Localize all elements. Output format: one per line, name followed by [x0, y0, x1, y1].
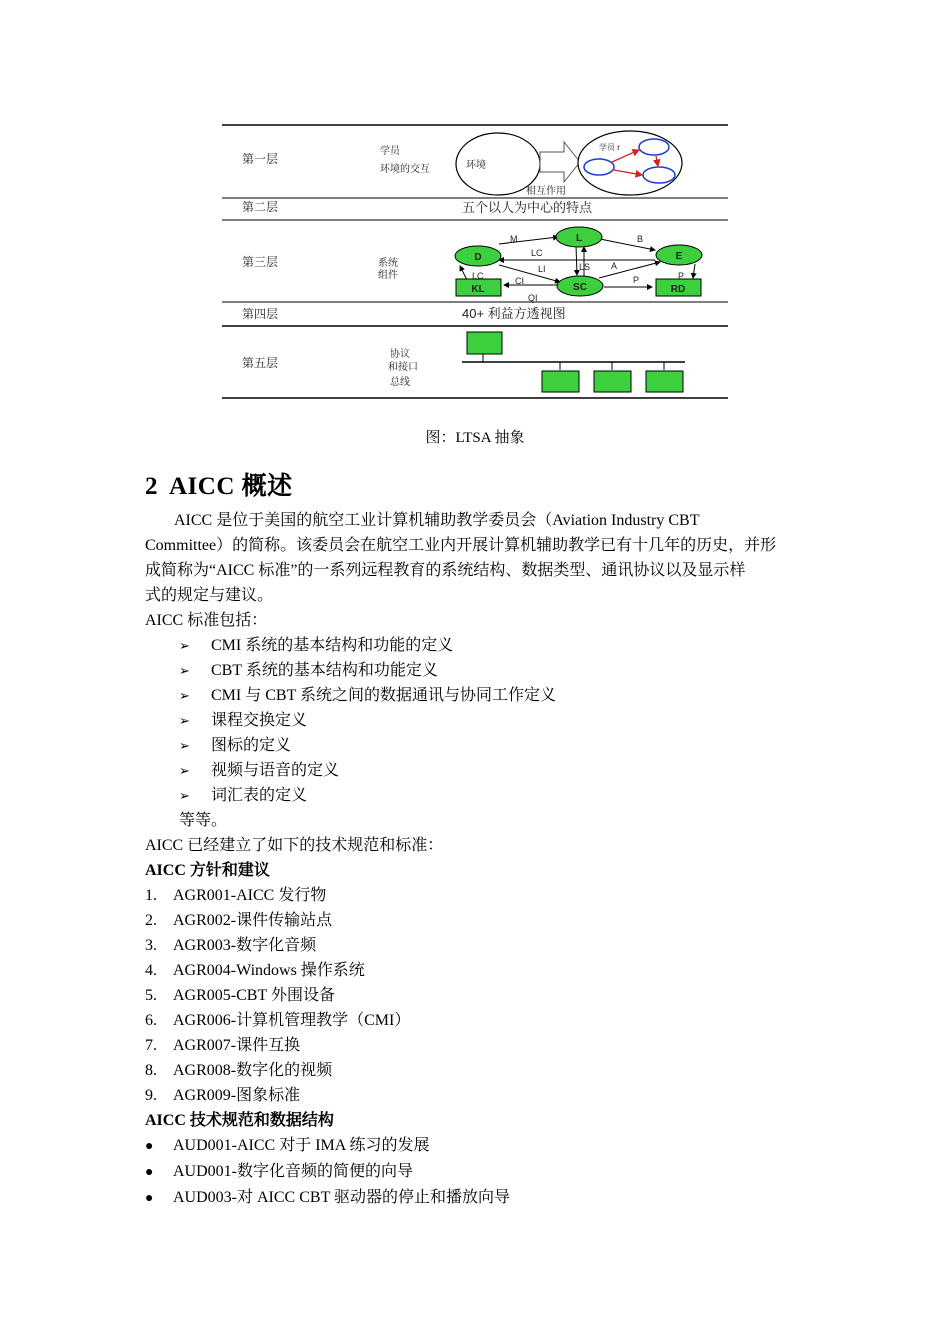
item-number: 6.: [145, 1012, 157, 1029]
layer-5-sub-b: 和接口: [388, 362, 418, 373]
edge-sc-e: [599, 262, 660, 278]
list-item: [145, 633, 815, 658]
item-text: AGR004-Windows 操作系统: [173, 962, 365, 979]
numbered-item: [145, 883, 815, 908]
guidelines-heading: AICC 方针和建议: [145, 862, 270, 879]
arrow-bullet-icon: ➢: [179, 738, 190, 753]
arrow-bullet-icon: ➢: [179, 663, 190, 678]
edge-d-l: [499, 237, 558, 244]
bullet-dot-icon: ●: [145, 1191, 154, 1206]
node-sc-label: SC: [573, 282, 587, 293]
list-item: [145, 708, 815, 733]
arrow-bullet-icon: ➢: [179, 713, 190, 728]
environment-label: 环境: [466, 160, 486, 171]
edge-label-p-2: P: [678, 271, 685, 281]
layer-1-label: 第一层: [242, 152, 279, 166]
learner-node-a: [639, 139, 669, 155]
list-item-text: 课程交换定义: [211, 712, 308, 729]
list-item: [145, 658, 815, 683]
ltsa-diagram: [222, 120, 728, 402]
edge-label-lc: LC: [531, 248, 543, 258]
interaction-label: 相互作用: [526, 186, 566, 197]
item-text: AUD001-AICC 对于 IMA 练习的发展: [173, 1137, 430, 1154]
item-number: 7.: [145, 1037, 157, 1054]
intro-line-3: 成简称为“AICC 标准”的一系列远程教育的系统结构、数据类型、通讯协议以及显示样: [145, 562, 746, 579]
established-text: AICC 已经建立了如下的技术规范和标准：: [145, 837, 444, 854]
edge-label-a: A: [611, 261, 618, 271]
layer-5-sub-c: 总线: [390, 377, 410, 388]
numbered-item: [145, 933, 815, 958]
bullet-dot-icon: ●: [145, 1165, 154, 1180]
arrow-bullet-icon: ➢: [179, 688, 190, 703]
etc-text: 等等。: [179, 812, 228, 829]
intro-line-2: Committee）的简称。该委员会在航空工业内开展计算机辅助教学已有十几年的历史，并形: [145, 537, 777, 554]
item-text: AGR006-计算机管理教学（CMI）: [173, 1012, 411, 1029]
item-text: AUD001-数字化音频的简便的向导: [173, 1163, 413, 1180]
list-item: [145, 733, 815, 758]
layer-5-sub-a: 协议: [390, 349, 410, 360]
edge-label-p: P: [633, 275, 640, 285]
item-number: 2.: [145, 912, 157, 929]
bullet-item: [145, 1159, 815, 1185]
node-e-label: E: [675, 251, 683, 262]
bus-device-1: [542, 371, 579, 392]
includes-label: AICC 标准包括：: [145, 612, 268, 629]
node-l-label: L: [575, 233, 583, 244]
numbered-item: [145, 958, 815, 983]
item-number: 1.: [145, 887, 157, 904]
edge-label-ls: LS: [579, 262, 591, 272]
section-heading: [145, 466, 293, 502]
numbered-item: [145, 983, 815, 1008]
ltsa-figure: [222, 120, 728, 402]
edge-label-qi: QI: [528, 293, 538, 303]
edge-l-sc: [576, 245, 577, 275]
layer-3-label: 第三层: [242, 255, 279, 269]
layer-3-sub-a: 系统: [378, 258, 398, 269]
section-title: AICC 概述: [169, 473, 293, 500]
learner-node-c: [643, 167, 675, 183]
figure-caption: 图：LTSA 抽象: [425, 430, 525, 446]
layer-2-text: 五个以人为中心的特点: [462, 200, 593, 215]
interaction-arrow-shape: [540, 142, 580, 182]
arrow-bullet-icon: ➢: [179, 788, 190, 803]
item-number: 5.: [145, 987, 157, 1004]
list-item: [145, 758, 815, 783]
layer-2-label: 第二层: [242, 200, 279, 214]
bullet-item: [145, 1185, 815, 1211]
layer-1-sub-b: 环境的交互: [380, 164, 430, 175]
edge-e-rd: [693, 264, 695, 278]
list-item-text: CBT 系统的基本结构和功能定义: [211, 662, 438, 679]
edge-label-lc-2: LC: [472, 271, 484, 281]
item-number: 4.: [145, 962, 157, 979]
list-item: [145, 683, 815, 708]
numbered-item: [145, 1033, 815, 1058]
section-body: [145, 508, 815, 1211]
item-text: AGR001-AICC 发行物: [173, 887, 327, 904]
node-d-label: D: [474, 252, 482, 263]
item-number: 8.: [145, 1062, 157, 1079]
item-number: 9.: [145, 1087, 157, 1104]
item-number: 3.: [145, 937, 157, 954]
bullet-item: [145, 1133, 815, 1159]
item-text: AGR002-课件传输站点: [173, 912, 333, 929]
layer-5-label: 第五层: [242, 356, 279, 370]
bullet-dot-icon: ●: [145, 1139, 154, 1154]
numbered-item: [145, 1058, 815, 1083]
intro-line-4: 式的规定与建议。: [145, 587, 274, 604]
edge-d-sc: [499, 265, 560, 282]
item-text: AGR003-数字化音频: [173, 937, 317, 954]
learner-node-b: [584, 159, 614, 175]
node-kl-label: KL: [471, 284, 485, 295]
layer-4-text: 40+ 利益方透视图: [462, 306, 566, 321]
edge-label-li: LI: [538, 264, 546, 274]
numbered-item: [145, 908, 815, 933]
item-text: AUD003-对 AICC CBT 驱动器的停止和播放向导: [173, 1189, 511, 1206]
section-number: 2: [145, 473, 158, 500]
edge-label-b: B: [637, 234, 644, 244]
arrow-bullet-icon: ➢: [179, 638, 190, 653]
specs-heading: AICC 技术规范和数据结构: [145, 1112, 334, 1129]
layer-4-label: 第四层: [242, 307, 279, 321]
item-text: AGR007-课件互换: [173, 1037, 301, 1054]
edge-l-e: [600, 239, 655, 250]
arrow-bullet-icon: ➢: [179, 763, 190, 778]
learner-label: 学员 r: [599, 143, 620, 152]
item-text: AGR009-图象标准: [173, 1087, 301, 1104]
list-item-text: 图标的定义: [211, 737, 292, 754]
bus-device-2: [594, 371, 631, 392]
list-item-text: 词汇表的定义: [211, 787, 308, 804]
node-rd-label: RD: [670, 284, 686, 295]
list-item-text: CMI 系统的基本结构和功能的定义: [211, 637, 454, 654]
numbered-item: [145, 1083, 815, 1108]
edge-label-ci: CI: [515, 276, 524, 286]
item-text: AGR005-CBT 外围设备: [173, 987, 335, 1004]
numbered-item: [145, 1008, 815, 1033]
bus-device-3: [646, 371, 683, 392]
list-item-text: CMI 与 CBT 系统之间的数据通讯与协同工作定义: [211, 687, 557, 704]
intro-line-1: AICC 是位于美国的航空工业计算机辅助教学委员会（Aviation Industry CBT: [174, 512, 700, 529]
list-item: [145, 783, 815, 808]
bus-device-top: [467, 332, 502, 354]
item-text: AGR008-数字化的视频: [173, 1062, 333, 1079]
list-item-text: 视频与语音的定义: [211, 762, 340, 779]
edge-kl-d: [460, 266, 467, 280]
layer-1-sub-a: 学员: [380, 146, 400, 157]
layer-3-sub-b: 组件: [378, 270, 398, 281]
edge-label-m: M: [510, 234, 518, 244]
